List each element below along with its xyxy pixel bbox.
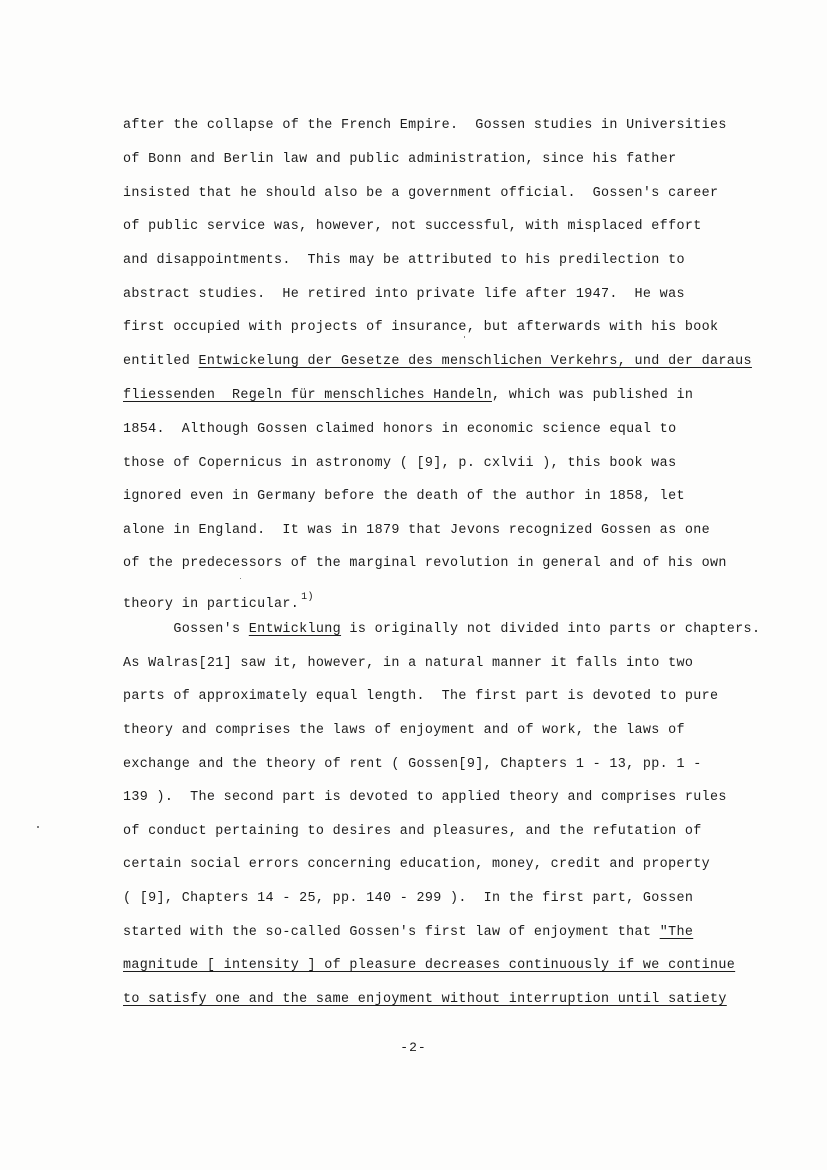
scan-speck	[37, 826, 39, 828]
entwicklung-title: Entwicklung	[248, 622, 342, 637]
law-prefix: started with the so-called Gossen's first law of enjoyment that	[123, 925, 660, 940]
footnote-marker: 1)	[301, 592, 314, 603]
text-line: 139 ). The second part is devoted to applied theory and comprises rules	[123, 790, 727, 805]
text-line: ignored even in Germany before the death of the author in 1858, let	[123, 489, 685, 504]
text-line: of public service was, however, not successful, with misplaced effort	[123, 219, 702, 234]
para2-suffix: is originally not divided into parts or chapters.	[341, 622, 761, 637]
text-line: parts of approximately equal length. The first part is devoted to pure	[123, 689, 719, 704]
page-number: -2-	[400, 1040, 427, 1055]
text-line: of conduct pertaining to desires and pleasures, and the refutation of	[123, 824, 702, 839]
text-line: of Bonn and Berlin law and public administration, since his father	[123, 152, 677, 167]
scan-speck	[464, 336, 465, 338]
text-line: of the predecessors of the marginal revolution in general and of his own	[123, 556, 727, 571]
book-title-line-1	[123, 354, 752, 370]
text-line: alone in England. It was in 1879 that Jevons recognized Gossen as one	[123, 523, 710, 538]
para2-prefix: Gossen's	[123, 622, 249, 637]
text-line: 1854. Although Gossen claimed honors in economic science equal to	[123, 422, 677, 437]
theory-line	[123, 590, 314, 613]
law-line-3: to satisfy one and the same enjoyment without interruption until satiety	[123, 992, 727, 1007]
book-title-part-2: fliessenden Regeln für menschliches Handeln	[123, 388, 492, 403]
law-line-1	[123, 925, 693, 941]
theory-text: theory in particular.	[123, 597, 300, 612]
text-line: first occupied with projects of insurance, but afterwards with his book	[123, 320, 719, 335]
text-line: and disappointments. This may be attributed to his predilection to	[123, 253, 685, 268]
text-line: insisted that he should also be a government official. Gossen's career	[123, 186, 719, 201]
text-line: theory and comprises the laws of enjoyment and of work, the laws of	[123, 723, 685, 738]
law-quote-start: "The	[659, 925, 694, 940]
text-line: ( [9], Chapters 14 - 25, pp. 140 - 299 ). In the first part, Gossen	[123, 891, 694, 906]
text-line: after the collapse of the French Empire. Gossen studies in Universities	[123, 118, 727, 133]
text-line: As Walras[21] saw it, however, in a natural manner it falls into two	[123, 656, 694, 671]
book-title-part-1: Entwickelung der Gesetze des menschlichen Verkehrs, und der daraus	[198, 354, 752, 369]
entitled-word: entitled	[123, 354, 199, 369]
text-line: those of Copernicus in astronomy ( [9], p. cxlvii ), this book was	[123, 456, 677, 471]
paragraph-2-start	[123, 622, 760, 638]
text-line: abstract studies. He retired into private life after 1947. He was	[123, 287, 685, 302]
scan-speck	[240, 578, 241, 579]
law-line-2: magnitude [ intensity ] of pleasure decreases continuously if we continue	[123, 958, 736, 973]
text-line: exchange and the theory of rent ( Gossen[9], Chapters 1 - 13, pp. 1 -	[123, 757, 702, 772]
text-line: certain social errors concerning education, money, credit and property	[123, 857, 710, 872]
book-title-line-2	[123, 388, 693, 404]
title-suffix: , which was published in	[491, 388, 694, 403]
